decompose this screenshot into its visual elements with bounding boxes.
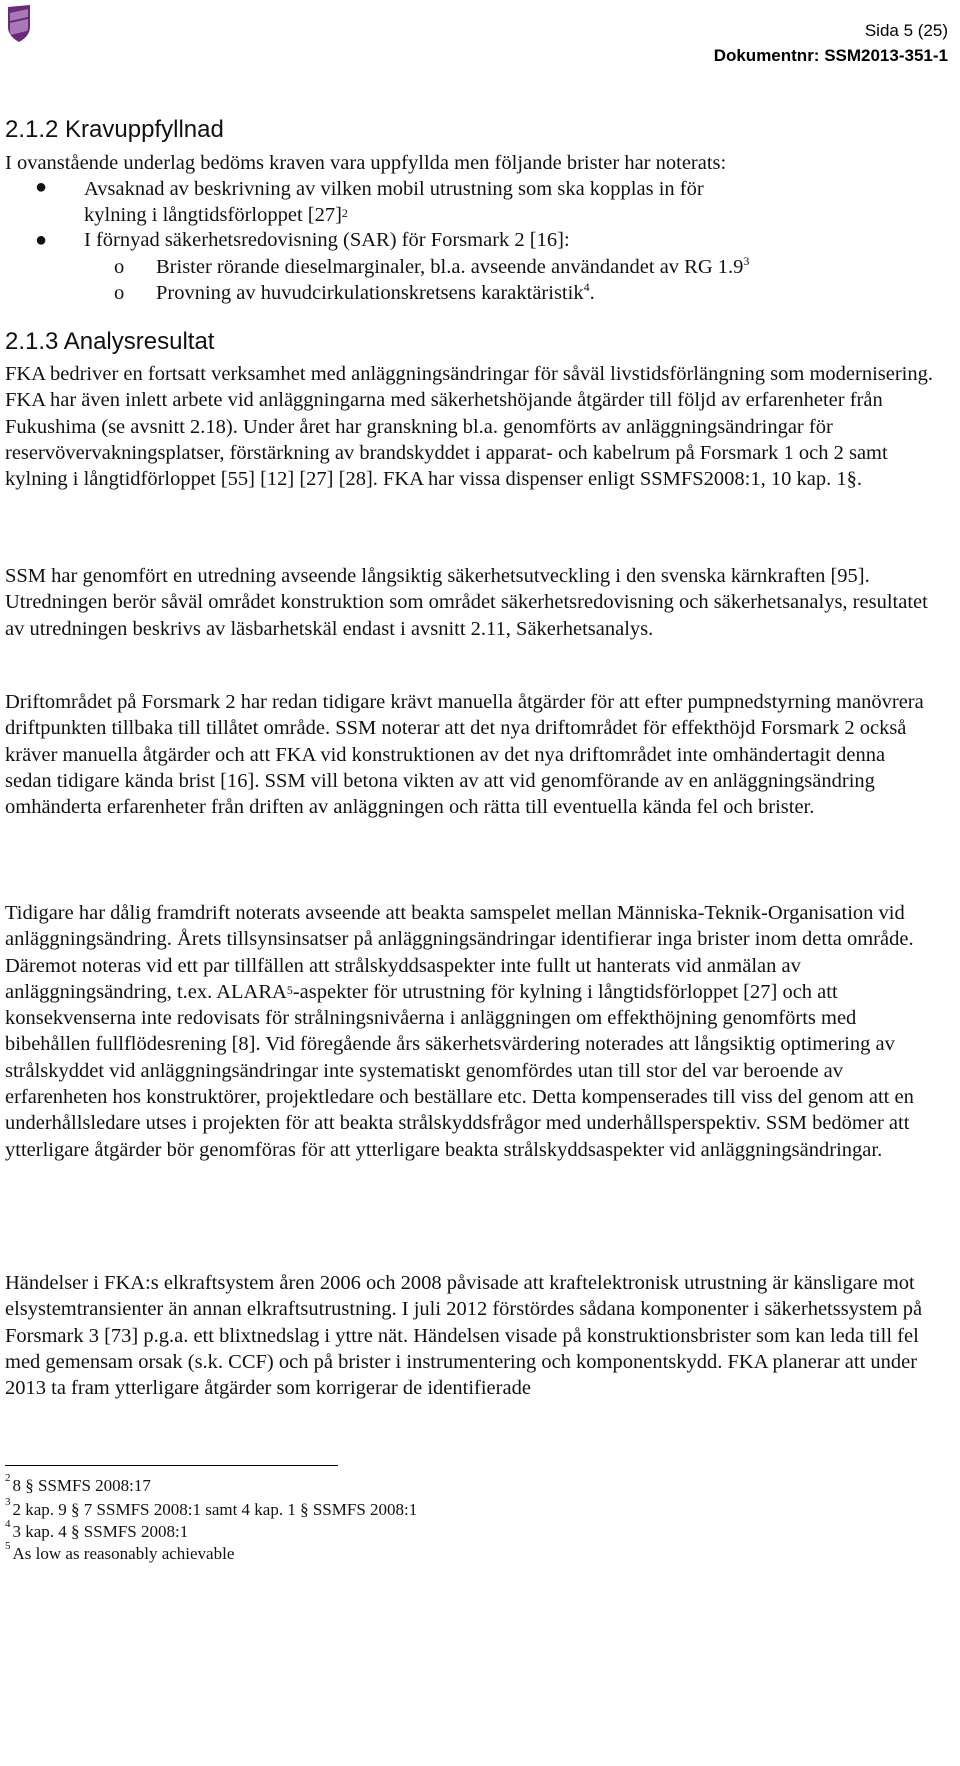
sub-marker: o — [114, 256, 125, 278]
paragraph-4 — [5, 900, 935, 1163]
ssm-logo-icon — [6, 3, 32, 43]
paragraph-4-text-b: -aspekter för utrustning för kylning i långtidsförloppet [27] och att konsekvenserna inte redovisats för strålningsnivåerna i anläggningen om effekthöjning genomförts med bibehållen fullflödesrening [8]. Vid föregående års säkerhetsvärdering noterades att långsiktig optimering av strålskyddet vid anläggningsändringar inte systematiskt genomfördes utan till stor del var beroende av erfarenheten hos konstruktörer, projektledare och beställare etc. Detta kompenserades till viss del genom att en underhållsledare utses i projekten för att beakta strålskyddsfrågor med underhållsperspektiv. SSM bedömer att ytterligare åtgärder bör genomföras för att ytterligare beakta strålskyddsaspekter vid anläggningsändringar. — [5, 980, 914, 1161]
bullet-dot: ● — [35, 229, 48, 251]
bullet-1-line-1: Avsaknad av beskrivning av vilken mobil utrustning som ska kopplas in för — [84, 178, 704, 200]
paragraph-5 — [5, 1270, 935, 1401]
bullet-2-text: I förnyad säkerhetsredovisning (SAR) för Forsmark 2 [16]: — [84, 229, 570, 251]
paragraph-2 — [5, 563, 935, 642]
footnote-text: 8 § SSMFS 2008:17 — [12, 1476, 151, 1495]
footnote-number: 3 — [5, 1496, 11, 1508]
footnote-2 — [5, 1472, 151, 1496]
section-heading-2-1-2: 2.1.2 Kravuppfyllnad — [5, 116, 224, 143]
bullet-1-line-2: kylning i långtidsförloppet [27] — [84, 204, 342, 226]
sub-item-1-text: Brister rörande dieselmarginaler, bl.a. avseende användandet av RG 1.9 — [156, 256, 744, 278]
footnote-number: 5 — [5, 1540, 11, 1552]
section-heading-2-1-3: 2.1.3 Analysresultat — [5, 328, 215, 355]
footnote-ref[interactable]: 5 — [286, 982, 293, 997]
paragraph-3 — [5, 689, 935, 820]
footnote-ref[interactable]: 2 — [341, 206, 348, 220]
paragraph-5-text: Händelser i FKA:s elkraftsystem åren 2006 och 2008 påvisade att kraftelektronisk utrustning är känsligare mot elsystemtransienter än annan elkraftsutrustning. I juli 2012 förstördes sådana komponenter i säkerhetssystem på Forsmark 3 [73] p.g.a. ett blixtnedslag i yttre nät. Händelsen visade på konstruktionsbrister som kan leda till fel med gemensam orsak (s.k. CCF) och på brister i instrumentering och komponentskydd. FKA planerar att under 2013 ta fram ytterligare åtgärder som korrigerar de identifierade — [5, 1272, 923, 1400]
paragraph-4-text-a: Tidigare har dålig framdrift noterats avseende att beakta samspelet mellan Människa-Teknik-Organisation vid anläggningsändring. Årets tillsynsinsatser på anläggningsändringar identifierar inga brister inom detta område. Däremot noteras vid ett par tillfällen att strålskyddsaspekter inte fullt ut hanterats vid anmälan av anläggningsändring, t.ex. ALARA — [5, 902, 914, 1003]
footnote-separator — [5, 1465, 338, 1466]
footnote-3 — [5, 1496, 418, 1520]
footnote-text: As low as reasonably achievable — [12, 1544, 235, 1563]
sub-item-2-text: Provning av huvudcirkulationskretsens karaktäristik — [156, 282, 584, 304]
footnote-ref[interactable]: 3 — [743, 254, 750, 268]
sub-item-2-end: . — [589, 282, 595, 304]
footnote-number: 2 — [5, 1472, 11, 1484]
paragraph-1-text: FKA bedriver en fortsatt verksamhet med anläggningsändringar för såväl livstidsförlängning som modernisering. FKA har även inlett arbete vid anläggningarna med säkerhetshöjande åtgärder till följd av erfarenheter från Fukushima (se avsnitt 2.18). Under året har granskning bl.a. genomförts av anläggningsändringar för reservövervakningsplatser, förstärkning av brandskyddet i apparat- och kabelrum på Forsmark 1 och 2 samt kylning i långtidförloppet [55] [12] [27] [28]. FKA har vissa dispenser enligt SSMFS2008:1, 10 kap. 1§. — [5, 363, 933, 491]
page-number: Sida 5 (25) — [864, 21, 948, 40]
footnote-ref[interactable]: 4 — [583, 280, 590, 294]
sub-marker: o — [114, 282, 125, 304]
footnote-text: 2 kap. 9 § 7 SSMFS 2008:1 samt 4 kap. 1 § SSMFS 2008:1 — [12, 1500, 418, 1519]
footnote-5 — [5, 1540, 235, 1564]
footnote-number: 4 — [5, 1518, 11, 1530]
bullet-dot: ● — [35, 176, 48, 198]
footnote-text: 3 kap. 4 § SSMFS 2008:1 — [12, 1522, 189, 1541]
section-intro: I ovanstående underlag bedöms kraven vara uppfyllda men följande brister har noterats: — [5, 152, 727, 174]
paragraph-2-text: SSM har genomfört en utredning avseende långsiktig säkerhetsutveckling i den svenska kärnkraften [95]. Utredningen berör såväl området konstruktion som området säkerhetsredovisning och säkerhetsanalys, resultatet av utredningen beskrivs av läsbarhetskäl endast i avsnitt 2.11, Säkerhetsanalys. — [5, 565, 928, 640]
paragraph-1 — [5, 361, 935, 492]
footnote-4 — [5, 1518, 189, 1542]
paragraph-3-text: Driftområdet på Forsmark 2 har redan tidigare krävt manuella åtgärder för att efter pumpnedstyrning manövrera driftpunkten tillbaka till tillåtet område. SSM noterar att det nya driftområdet för effekthöjd Forsmark 2 också kräver manuella åtgärder och att FKA vid konstruktionen av det nya driftområdet inte omhändertagit denna sedan tidigare kända brist [16]. SSM vill betona vikten av att vid genomförande av en anläggningsändring omhänderta erfarenheter från driften av anläggningen och rätta till eventuella kända fel och brister. — [5, 691, 924, 819]
document-number: Dokumentnr: SSM2013-351-1 — [713, 46, 948, 65]
